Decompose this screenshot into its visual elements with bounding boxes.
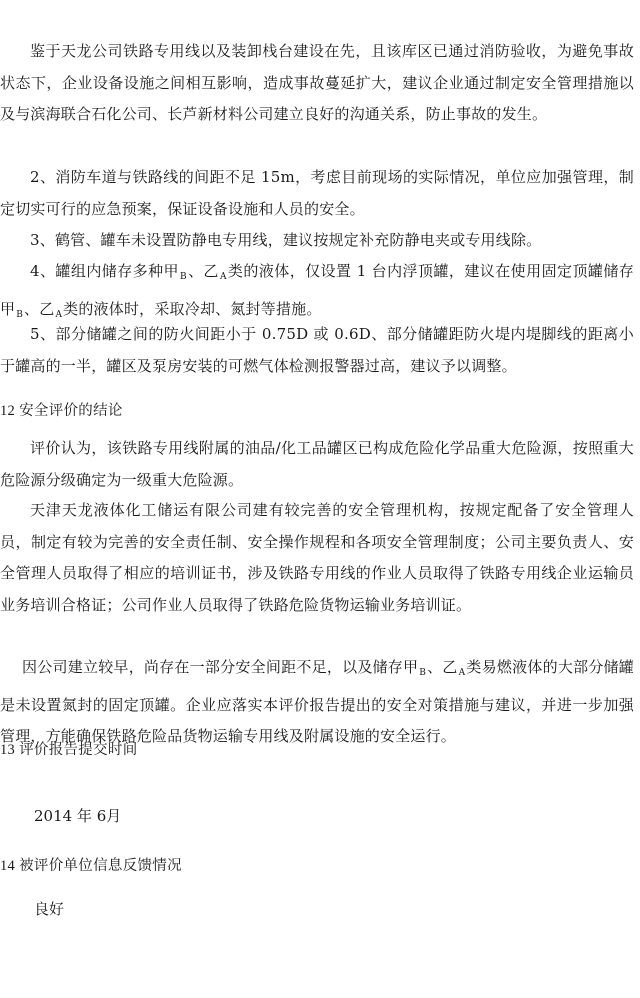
section-title: 评价报告提交时间 [19, 742, 138, 758]
text-run: 、乙 [427, 658, 458, 676]
subscript: A [55, 309, 63, 320]
paragraph-fire-lane: 2、消防车道与铁路线的间距不足 15m，考虑目前现场的实际情况，单位应加强管理，制定切实可行的应急预案，保证设备设施和人员的安全。 [0, 168, 634, 218]
subscript: B [419, 668, 427, 678]
section-number: 14 [0, 858, 16, 874]
subscript: A [219, 272, 227, 282]
section-title: 被评价单位信息反馈情况 [19, 858, 182, 874]
submission-date: 2014 年 6月 [34, 807, 122, 825]
section-heading-14 [0, 852, 182, 880]
subscript: B [16, 309, 24, 320]
text-run: 类易燃液体的大部分储罐是未设置氮封的固定顶罐。企业应落实本评价报告提出的安全对策措施与建议，并进一步加强管理，方能确保铁路危险品货物运输专用线及附属设施的安全运行。 [0, 658, 635, 745]
text-run: 、乙 [24, 299, 55, 318]
paragraph-management: 天津天龙液体化工储运有限公司建有较完善的安全管理机构，按规定配备了安全管理人员，制定有较为完善的安全责任制、安全操作规程和各项安全管理制度；公司主要负责人、安全管理人员取得了相应的培训证书，涉及铁路专用线的作业人员取得了铁路专用线企业运输员业务培训合格证；公司作业人员取得了铁路危险货物运输业务培训证。 [0, 501, 634, 614]
subscript: A [458, 668, 466, 678]
text-run: 4、罐组内储存多种甲 [30, 262, 180, 280]
paragraph-major-hazard: 评价认为，该铁路专用线附属的油品/化工品罐区已构成危险化学品重大危险源，按照重大危险源分级确定为一级重大危险源。 [0, 439, 634, 489]
text-run: 类的液体时，采取冷却、氮封等措施。 [63, 299, 322, 318]
section-number: 12 [0, 403, 16, 419]
feedback-value: 良好 [34, 900, 65, 918]
subscript: B [180, 272, 187, 282]
text-run: 类的液体，仅设置 1 台内浮顶罐，建议在使用固定顶罐储存甲 [0, 262, 635, 318]
section-heading-12 [0, 397, 123, 425]
section-title: 安全评价的结论 [19, 403, 123, 419]
paragraph-antistatic: 3、鹤管、罐车未设置防静电专用线，建议按规定补充防静电夹或专用线除。 [30, 231, 542, 249]
text-run: 因公司建立较早，尚存在一部分安全间距不足，以及储存甲 [22, 658, 419, 676]
paragraph-fire-spacing: 5、部分储罐之间的防火间距小于 0.75D 或 0.6D、部分储罐距防火堤内堤脚线的距离小于罐高的一半，罐区及泵房安装的可燃气体检测报警器过高，建议予以调整。 [0, 325, 634, 375]
section-number: 13 [0, 742, 16, 758]
paragraph-rail-siding-advice: 鉴于天龙公司铁路专用线以及装卸栈台建设在先，且该库区已通过消防验收，为避免事故状态下，企业设备设施之间相互影响，造成事故蔓延扩大，建议企业通过制定安全管理措施以及与滨海联合石化公司、长芦新材料公司建立良好的沟通关系，防止事故的发生。 [0, 42, 634, 123]
section-heading-13 [0, 736, 138, 764]
text-run: 、乙 [187, 262, 219, 280]
